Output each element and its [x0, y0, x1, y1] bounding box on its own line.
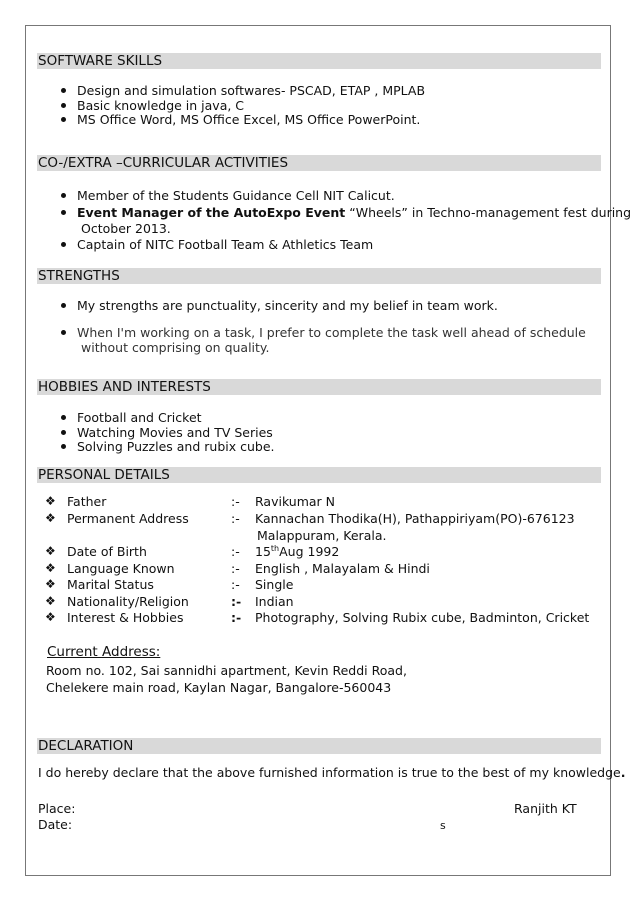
bullet — [61, 430, 66, 435]
interest-label: Interest & Hobbies — [67, 610, 184, 625]
place-label: Place: — [38, 801, 76, 816]
extra-item — [77, 205, 631, 220]
diamond-bullet-icon: ❖ — [45, 494, 56, 508]
diamond-bullet-icon: ❖ — [45, 577, 56, 591]
interest-value: Photography, Solving Rubix cube, Badminton, Cricket — [255, 610, 590, 625]
separator: :- — [231, 561, 240, 576]
dob-day: 15 — [255, 544, 271, 559]
software-skills-header: SOFTWARE SKILLS — [37, 53, 601, 69]
extra-item-cont: October 2013. — [81, 221, 171, 236]
declaration-period: . — [620, 765, 626, 780]
marital-label: Marital Status — [67, 577, 154, 592]
separator: :- — [231, 594, 242, 609]
signature-name: Ranjith KT — [514, 801, 577, 816]
bullet — [61, 444, 66, 449]
current-address-line: Room no. 102, Sai sannidhi apartment, Kevin Reddi Road, — [46, 663, 407, 678]
current-address-line: Chelekere main road, Kaylan Nagar, Bangalore-560043 — [46, 680, 392, 695]
extra-item: Member of the Students Guidance Cell NIT Calicut. — [77, 188, 395, 203]
strength-item: When I'm working on a task, I prefer to complete the task well ahead of schedule — [77, 325, 586, 340]
father-value: Ravikumar N — [255, 494, 336, 509]
bullet — [61, 117, 66, 122]
bullet — [61, 303, 66, 308]
separator: :- — [231, 494, 240, 509]
software-item: Design and simulation softwares- PSCAD, ETAP , MPLAB — [77, 83, 426, 98]
personal-details-header: PERSONAL DETAILS — [37, 467, 601, 483]
dob-value — [255, 544, 339, 559]
extra-curricular-header: CO-/EXTRA –CURRICULAR ACTIVITIES — [37, 155, 601, 171]
strength-item: My strengths are punctuality, sincerity and my belief in team work. — [77, 298, 498, 313]
hobbies-header: HOBBIES AND INTERESTS — [37, 379, 601, 395]
address-value: Kannachan Thodika(H), Pathappiriyam(PO)-676123 — [255, 511, 575, 526]
software-item: Basic knowledge in java, C — [77, 98, 245, 113]
separator: :- — [231, 511, 240, 526]
bullet — [61, 193, 66, 198]
marital-value: Single — [255, 577, 294, 592]
hobby-item: Football and Cricket — [77, 410, 202, 425]
dob-label: Date of Birth — [67, 544, 147, 559]
diamond-bullet-icon: ❖ — [45, 544, 56, 558]
separator: :- — [231, 610, 242, 625]
address-label: Permanent Address — [67, 511, 189, 526]
separator: :- — [231, 577, 240, 592]
hobby-item: Solving Puzzles and rubix cube. — [77, 439, 275, 454]
current-address-title: Current Address: — [47, 644, 161, 660]
separator: :- — [231, 544, 240, 559]
diamond-bullet-icon: ❖ — [45, 511, 56, 525]
language-value: English , Malayalam & Hindi — [255, 561, 430, 576]
hobby-item: Watching Movies and TV Series — [77, 425, 273, 440]
diamond-bullet-icon: ❖ — [45, 594, 56, 608]
declaration-body: I do hereby declare that the above furnished information is true to the best of my knowledge — [38, 765, 621, 780]
address-value-cont: Malappuram, Kerala. — [257, 528, 387, 543]
language-label: Language Known — [67, 561, 175, 576]
bullet — [61, 210, 66, 215]
bullet — [61, 103, 66, 108]
date-label: Date: — [38, 817, 73, 832]
declaration-header: DECLARATION — [37, 738, 601, 754]
stray-character: s — [440, 819, 446, 832]
bullet — [61, 242, 66, 247]
nationality-value: Indian — [255, 594, 294, 609]
dob-sup: th — [270, 543, 280, 553]
declaration-text — [38, 765, 625, 780]
diamond-bullet-icon: ❖ — [45, 561, 56, 575]
extra-item-bold: Event Manager of the AutoExpo Event — [77, 205, 346, 220]
diamond-bullet-icon: ❖ — [45, 610, 56, 624]
father-label: Father — [67, 494, 107, 509]
software-item: MS Office Word, MS Office Excel, MS Office PowerPoint. — [77, 112, 421, 127]
dob-rest: Aug 1992 — [279, 544, 340, 559]
extra-item: Captain of NITC Football Team & Athletics Team — [77, 237, 374, 252]
bullet — [61, 88, 66, 93]
bullet — [61, 415, 66, 420]
strengths-header: STRENGTHS — [37, 268, 601, 284]
nationality-label: Nationality/Religion — [67, 594, 189, 609]
strength-item-cont: without comprising on quality. — [81, 340, 270, 355]
bullet — [61, 330, 66, 335]
extra-item-rest: “Wheels” in Techno-management fest during — [345, 205, 632, 220]
